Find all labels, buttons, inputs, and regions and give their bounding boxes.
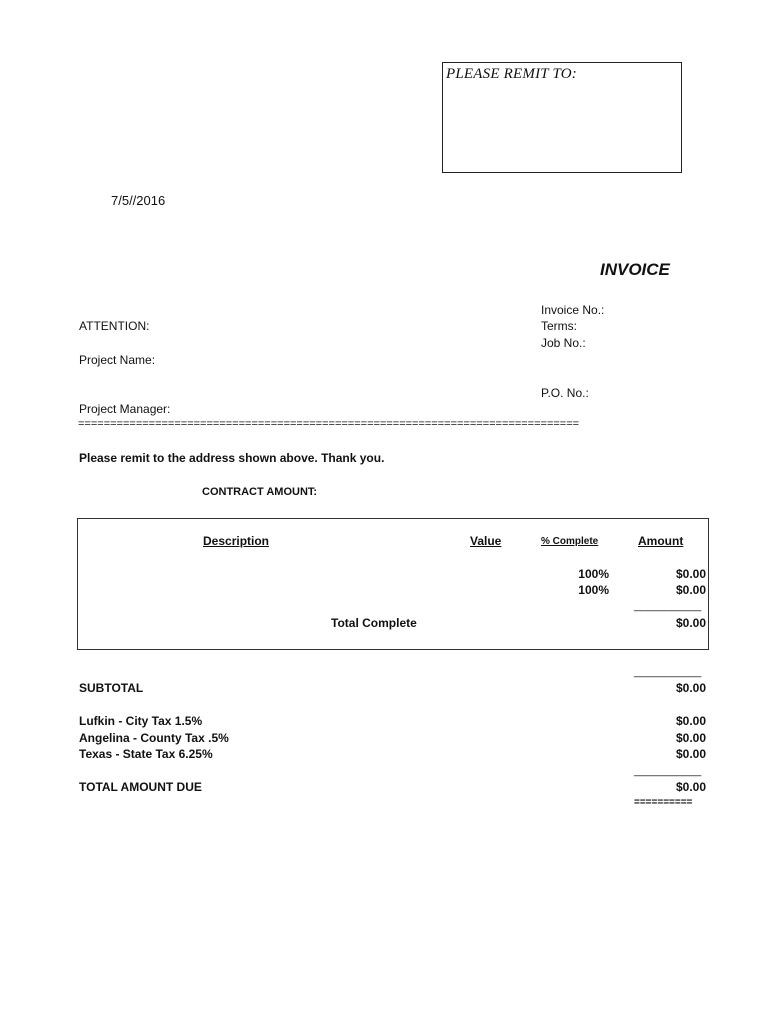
total-due-rule: ___________ [634, 765, 702, 777]
invoice-no-label: Invoice No.: [541, 303, 605, 317]
invoice-date: 7/5//2016 [111, 193, 166, 208]
header-separator: ============================================================================== [78, 418, 580, 430]
total-due-double-rule: ========== [634, 797, 693, 808]
invoice-title: INVOICE [600, 260, 670, 279]
tax-county-amount: $0.00 [675, 731, 706, 745]
col-header-description: Description [203, 534, 270, 548]
col-header-value: Value [470, 534, 502, 548]
contract-amount-label: CONTRACT AMOUNT: [202, 486, 318, 498]
po-no-label: P.O. No.: [541, 386, 589, 400]
remit-note: Please remit to the address shown above. Thank you. [79, 451, 385, 465]
total-due-amount: $0.00 [675, 780, 706, 794]
subtotal-rule: ___________ [634, 666, 702, 678]
total-complete-amount: $0.00 [675, 616, 706, 630]
row-2-amount: $0.00 [675, 583, 706, 597]
remit-to-title: PLEASE REMIT TO: [446, 66, 577, 82]
subtotal-label: SUBTOTAL [79, 681, 144, 695]
tax-city-amount: $0.00 [675, 714, 706, 728]
row-1-percent: 100% [578, 567, 609, 581]
contract-table [77, 518, 709, 650]
tax-city-label: Lufkin - City Tax 1.5% [79, 714, 203, 728]
total-due-label: TOTAL AMOUNT DUE [79, 780, 202, 794]
table-amount-rule: ___________ [634, 600, 702, 612]
row-1-amount: $0.00 [675, 567, 706, 581]
remit-to-box [442, 62, 682, 173]
project-manager-label: Project Manager: [79, 402, 171, 416]
terms-label: Terms: [541, 319, 577, 333]
tax-county-label: Angelina - County Tax .5% [79, 731, 229, 745]
row-2-percent: 100% [578, 583, 609, 597]
col-header-amount: Amount [638, 534, 684, 548]
col-header-percent-complete: % Complete [541, 536, 599, 547]
total-complete-label: Total Complete [331, 616, 417, 630]
tax-state-amount: $0.00 [675, 747, 706, 761]
tax-state-label: Texas - State Tax 6.25% [79, 747, 213, 761]
project-name-label: Project Name: [79, 353, 156, 367]
job-no-label: Job No.: [541, 336, 586, 350]
subtotal-amount: $0.00 [675, 681, 706, 695]
attention-label: ATTENTION: [79, 319, 150, 333]
